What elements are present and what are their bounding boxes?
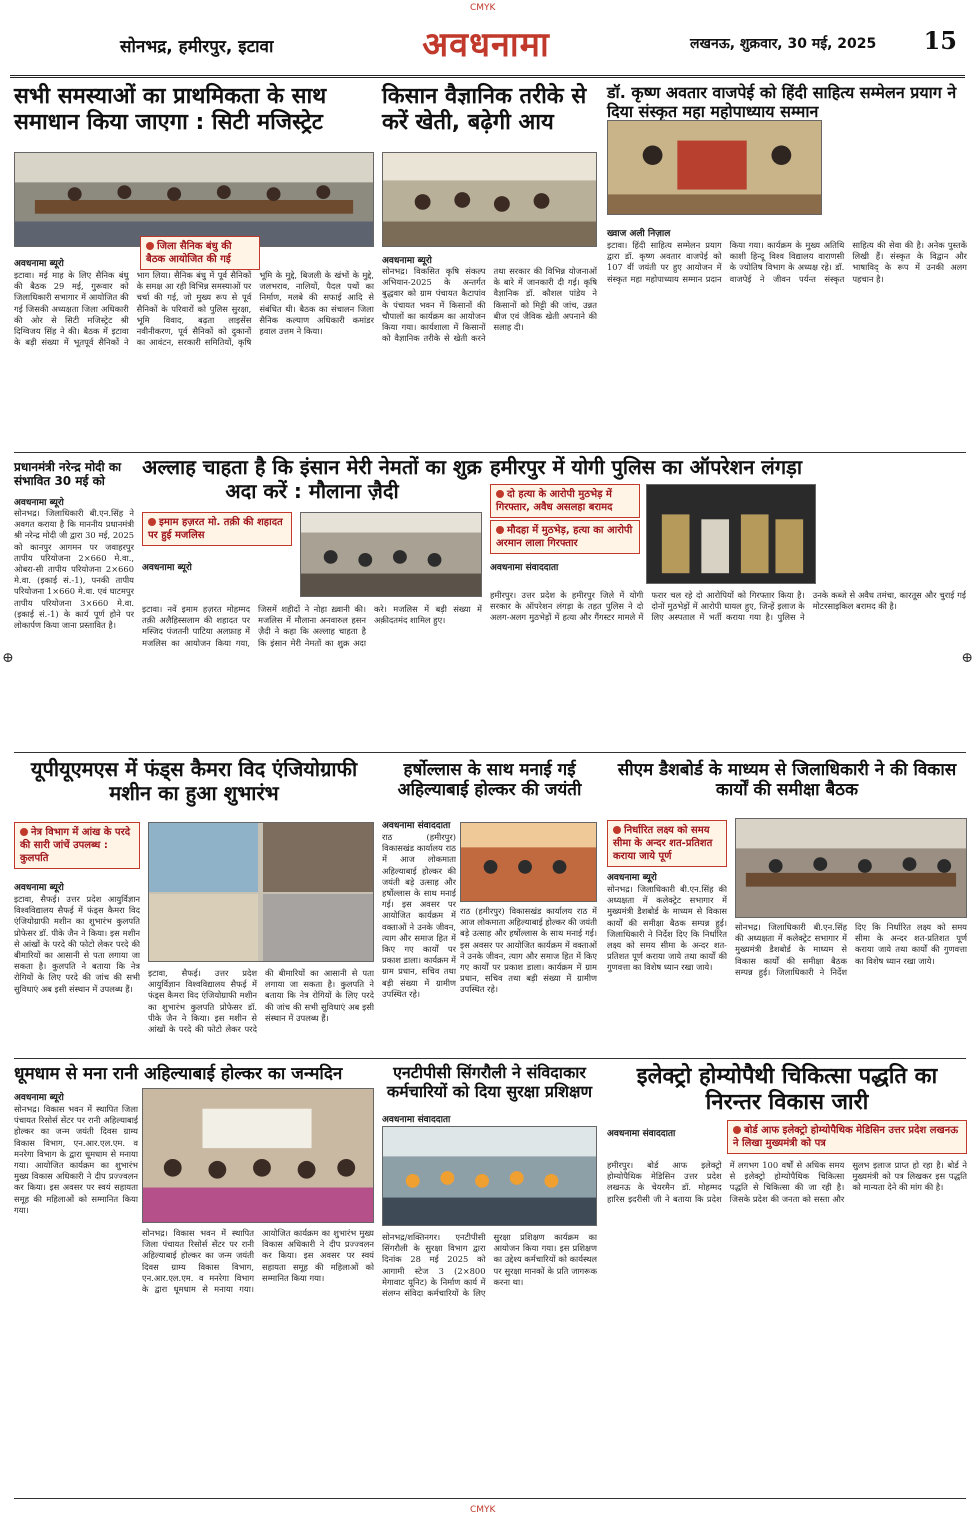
highlight-box: बोर्ड आफ इलेक्ट्रो होम्योपैथिक मेडिसिन उत्तर प्रदेश लखनऊ ने लिखा मुख्यमंत्री को पत्र (727, 1120, 967, 1154)
article-body: इटावा, सैफई। उत्तर प्रदेश आयुर्विज्ञान विश्वविद्यालय सैफई में फंड्स कैमरा विद एंजियोग्राफी मशीन का शुभारंभ कुलपति प्रोफेसर डॉ. पीके जैन ने किया। इस मशीन से आंखों के परदे की फोटो लेकर परदे की बीमारियों का आसानी से पता लगाया जा सकता है। कुलपति ने बताया कि नेत्र रोगियों के लिए परदे की जांच की सभी सुविधाएं अब इसी संस्थान में उपलब्ध हैं। (148, 968, 374, 1035)
page-number: 15 (923, 26, 957, 55)
bullet-icon (613, 826, 621, 834)
photo-award (607, 120, 822, 215)
byline: अवधनामा संवाददाता (607, 1129, 676, 1139)
article-body: इटावा, सैफई। उत्तर प्रदेश आयुर्विज्ञान विश्वविद्यालय सैफई में फंड्स कैमरा विद एंजियोग्राफी मशीन का शुभारंभ कुलपति प्रोफेसर डॉ. पीके जैन ने किया। इस मशीन से आंखों के परदे की फोटो लेकर परदे की बीमारियों का आसानी से पता लगाया जा सकता है। कुलपति ने बताया कि नेत्र रोगियों के लिए परदे की जांच की सभी सुविधाएं अब इसी संस्थान में उपलब्ध हैं। (14, 894, 140, 994)
article-body: सोनभद्र। विकास भवन में स्थापित जिला पंचायत रिसोर्स सेंटर पर रानी अहिल्याबाई होल्कर का जन्म जयंती दिवस ग्राम्य विकास विभाग, एन.आर.एल.एम. व मनरेगा विभाग के द्वारा धूमधाम से मनाया गया। आयोजित कार्यक्रम का शुभारंभ मुख्य विकास अधिकारी ने दीप प्रज्ज्वलन कर किया। इस अवसर पर स्वयं सहायता समूह की महिलाओं को सम्मानित किया गया। (142, 1228, 374, 1295)
byline: अवधनामा ब्यूरो (142, 563, 192, 573)
bullet-icon (20, 828, 28, 836)
photo-dm-meeting (735, 818, 967, 918)
headline-story-10: धूमधाम से मना रानी अहिल्याबाई होल्कर का जन्मदिन (14, 1064, 343, 1084)
edition-names: सोनभद्र, हमीरपुर, इटावा (120, 37, 274, 57)
column-rule (14, 1498, 966, 1499)
newspaper-logo: अवधनामा (422, 25, 550, 65)
column-rule (14, 452, 966, 453)
headline-story-5: अल्लाह चाहता है कि इंसान मेरी नेमतों का शुक्र अदा करें : मौलाना ज़ैदी (142, 455, 482, 503)
photo-arrest (646, 484, 816, 584)
article-body: सोनभद्र। जिलाधिकारी बी.एन.सिंह ने अवगत कराया है कि माननीय प्रधानमंत्री श्री नरेन्द्र मोदी जी द्वारा 30 मई, 2025 को कानपुर आगमन पर जवाहरपुर तापीय परियोजना 2×660 मे.वा., ओबरा-सी तापीय परियोजना 2×660 मे.वा. (इकाई सं.-1), पनकी तापीय परियोजना 1×660 मे.वा. एवं घाटमपुर तापीय परियोजना 3×660 मे.वा. (इकाई सं.-1) के कार्य पूर्ण होने पर लोकार्पण किया जाना प्रस्तावित है। (14, 508, 134, 631)
headline-story-11: एनटीपीसी सिंगरौली ने संविदाकार कर्मचारियों को दिया सुरक्षा प्रशिक्षण (386, 1063, 593, 1101)
dateline: लखनऊ, शुक्रवार, 30 मई, 2025 (690, 36, 877, 52)
article-body: राठ (हमीरपुर) विकासखंड कार्यालय राठ में आज लोकमाता अहिल्याबाई होल्कर की जयंती बड़े उत्साह और हर्षोल्लास के साथ मनाई गई। इस अवसर पर आयोजित कार्यक्रम में वक्ताओं ने उनके जीवन, त्याग और समाज हित में किए गए कार्यों पर प्रकाश डाला। कार्यक्रम में ग्राम प्रधान, सचिव तथा बड़ी संख्या में ग्रामीण उपस्थित रहे। (382, 832, 456, 999)
article-body: इटावा। हिंदी साहित्य सम्मेलन प्रयाग द्वारा डॉ. कृष्ण अवतार वाजपेई को 107 वीं जयंती पर हुए आयोजन में संस्कृत महा महोपाध्याय सम्मान प्रदान किया गया। कार्यक्रम के मुख्य अतिथि काशी हिन्दू विश्व विद्यालय वाराणसी के ज्योतिष विभाग के अध्यक्ष रहे। डॉ. वाजपेई ने जीवन पर्यन्त संस्कृत साहित्य की सेवा की है। अनेक पुस्तकें लिखी हैं। संस्कृत के विद्वान और भाषाविद् के रूप में उनकी अलग पहचान है। (607, 240, 967, 284)
headline-story-9: सीएम डैशबोर्ड के माध्यम से जिलाधिकारी ने की विकास कार्यों की समीक्षा बैठक (617, 760, 957, 801)
masthead (10, 12, 965, 78)
byline: अवधनामा संवाददाता (490, 563, 559, 573)
column-rule (14, 752, 966, 753)
byline: अवधनामा ब्यूरो (14, 498, 64, 508)
photo-jayanti (460, 822, 597, 902)
photo-meeting (14, 152, 374, 247)
column-rule (14, 1058, 966, 1059)
byline: अवधनामा ब्यूरो (14, 259, 64, 269)
bullet-icon (733, 1126, 741, 1134)
highlight-box: मौदहा में मुठभेड़, हत्या का आरोपी अरमान लाला गिरफ्तार (490, 520, 640, 554)
photo-majlis (300, 512, 482, 597)
byline: अवधनामा ब्यूरो (14, 1093, 64, 1103)
highlight-box: नेत्र विभाग में आंख के परदे की सारी जांचें उपलब्ध : कुलपति (14, 822, 140, 869)
color-bar-bottom: CMYK (470, 1505, 496, 1515)
article-body: सोनभद्र। विकसित कृषि संकल्प अभियान-2025 के अन्तर्गत बुद्धवार को ग्राम पंचायत कैटापांव के पंचायत भवन में किसानों की चौपालों का कार्यक्रम का आयोजन किया गया। कार्यशाला में किसानों को वैज्ञानिक तरीके से खेती करने तथा सरकार की विभिन्न योजनाओं के बारे में जानकारी दी गई। कृषि वैज्ञानिक डॉ. कौशल पांडेय ने किसानों को मिट्टी की जांच, उन्नत बीज एवं जैविक खेती अपनाने की सलाह दी। (382, 266, 597, 344)
registration-mark-icon: ⊕ (2, 650, 14, 666)
article-body: सोनभद्र/शक्तिनगर। एनटीपीसी सिंगरौली के सुरक्षा विभाग द्वारा दिनांक 28 मई 2025 को आगामी स्टेज 3 (2×800 मेगावाट यूनिट) के निर्माण कार्य में संलग्न संविदा कर्मचारियों के लिए सुरक्षा प्रशिक्षण कार्यक्रम का आयोजन किया गया। इस प्रशिक्षण का उद्देश्य कर्मचारियों को कार्यस्थल पर सुरक्षा मानकों के प्रति जागरूक करना था। (382, 1232, 597, 1299)
headline-story-12: इलेक्ट्रो होम्योपैथी चिकित्सा पद्धति का निरन्तर विकास जारी (636, 1064, 938, 1115)
registration-mark-icon: ⊕ (961, 650, 973, 666)
article-body: राठ (हमीरपुर) विकासखंड कार्यालय राठ में आज लोकमाता अहिल्याबाई होल्कर की जयंती बड़े उत्साह और हर्षोल्लास के साथ मनाई गई। इस अवसर पर आयोजित कार्यक्रम में वक्ताओं ने उनके जीवन, त्याग और समाज हित में किए गए कार्यों पर प्रकाश डाला। कार्यक्रम में ग्राम प्रधान, सचिव तथा बड़ी संख्या में ग्रामीण उपस्थित रहे। (460, 906, 597, 995)
color-bar-top: CMYK (470, 3, 496, 13)
photo-training (382, 1126, 597, 1226)
article-body: सोनभद्र। जिलाधिकारी बी.एन.सिंह की अध्यक्षता में कलेक्ट्रेट सभागार में मुख्यमंत्री डैशबोर्ड के माध्यम से विकास कार्यों की समीक्षा बैठक सम्पन्न हुई। जिलाधिकारी ने निर्देश दिए कि निर्धारित लक्ष्य को समय सीमा के अन्दर शत-प्रतिशत पूर्ण कराया जाये तथा कार्यों की गुणवत्ता का विशेष ध्यान रखा जाये। (735, 922, 967, 977)
headline-story-7: यूपीयूएमएस में फंड्स कैमरा विद एंजियोग्राफी मशीन का हुआ शुभारंभ (30, 757, 358, 805)
article-body: हमीरपुर। बोर्ड आफ इलेक्ट्रो होम्योपैथिक मेडिसिन उत्तर प्रदेश लखनऊ के चेयरमैन डॉ. मोहम्मद हारिस इदरीसी जी ने बताया कि प्रदेश में लगभग 100 वर्षों से अधिक समय से इलेक्ट्रो होम्योपैथिक चिकित्सा पद्धति से चिकित्सा की जा रही है। जिसके प्रदेश की जनता को सस्ता और सुलभ इलाज प्राप्त हो रहा है। बोर्ड ने मुख्यमंत्री को पत्र लिखकर इस पद्धति को मान्यता देने की मांग की है। (607, 1160, 967, 1204)
article-body: इटावा। नवें इमाम हज़रत मोहम्मद तक़ी अलैहिस्सलाम की शहादत पर मस्जिद पंजतनी पाटिया अलफ़ाह में मजलिस का आयोजन किया गया, जिसमें शहीदों ने नोहा ख़्वानी की। मजलिस में मौलाना अनवारुल हसन ज़ैदी ने कहा कि अल्लाह चाहता है कि इंसान मेरी नेमतों का शुक्र अदा करे। मजलिस में बड़ी संख्या में अक़ीदतमंद शामिल हुए। (142, 604, 482, 648)
headline-story-3: डॉ. कृष्ण अवतार वाजपेई को हिंदी साहित्य सम्मेलन प्रयाग ने दिया संस्कृत महा महोपाध्याय सम्मान (607, 83, 957, 121)
byline: अवधनामा ब्यूरो (14, 883, 64, 893)
highlight-box: जिला सैनिक बंधु की बैठक आयोजित की गई (140, 236, 260, 270)
byline: अवधनामा संवाददाता (382, 1115, 451, 1125)
highlight-box: निर्धारित लक्ष्य को समय सीमा के अन्दर शत-प्रतिशत कराया जाये पूर्ण (607, 820, 727, 867)
highlight-box: इमाम हज़रत मो. तक़ी की शहादत पर हुई मजलिस (142, 512, 292, 546)
byline: अवधनामा ब्यूरो (382, 256, 432, 266)
bullet-icon (146, 242, 154, 250)
photo-hospital (148, 822, 374, 962)
byline: अवधनामा संवाददाता (382, 821, 451, 831)
headline-story-1: सभी समस्याओं का प्राथमिकता के साथ समाधान किया जाएगा : सिटी मजिस्ट्रेट (14, 84, 327, 135)
headline-story-4: प्रधानमंत्री नरेन्द्र मोदी का संभावित 30 मई को (14, 460, 122, 489)
byline: अवधनामा ब्यूरो (607, 873, 657, 883)
article-body: हमीरपुर। उत्तर प्रदेश के हमीरपुर जिले में योगी सरकार के ऑपरेशन लंगड़ा के तहत पुलिस ने दो अलग-अलग मुठभेड़ों में हत्या और गैंगस्टर मामले में फरार चल रहे दो आरोपियों को गिरफ्तार किया है। दोनों मुठभेड़ों में आरोपी घायल हुए, जिन्हें इलाज के लिए अस्पताल में भर्ती कराया गया है। पुलिस ने उनके कब्जे से अवैध तमंचा, कारतूस और चुराई गई मोटरसाइकिल बरामद की है। (490, 590, 966, 623)
headline-story-2: किसान वैज्ञानिक तरीके से करें खेती, बढ़ेगी आय (382, 84, 587, 135)
bullet-icon (148, 518, 156, 526)
photo-farmers (382, 152, 597, 247)
photo-celebration (142, 1088, 374, 1223)
headline-story-6: हमीरपुर में योगी पुलिस का ऑपरेशन लंगड़ा (490, 455, 802, 479)
headline-story-8: हर्षोल्लास के साथ मनाई गई अहिल्याबाई होल्कर की जयंती (397, 760, 582, 801)
article-body: इटावा। मई माह के लिए सैनिक बंधु की बैठक 29 मई, गुरूवार को जिलाधिकारी सभागार में आयोजित की गई जिसकी अध्यक्षता जिला अधिकारी की ओर से सिटी मजिस्ट्रेट श्री दिग्विजय सिंह ने की। बैठक में इटावा के बड़ी संख्या में भूतपूर्व सैनिकों ने भाग लिया। सैनिक बंधु में पूर्व सैनिकों के समक्ष आ रही विभिन्न समस्याओं पर चर्चा की गई, जो मुख्य रूप से पूर्व सैनिकों के परिवारों को पुलिस सुरक्षा, भूमि विवाद, बढ़ता लाइसेंस नवीनीकरण, पूर्व सैनिकों को दुकानों का आवंटन, सरकारी समितियों, कृषि भूमि के मुद्दे, बिजली के खंभों के मुद्दे, जलभराव, नालियों, पैदल पथों का निर्माण, मलबे की सफाई आदि से संबंधित थी। बैठक का संचालन जिला सैनिक कल्याण अधिकारी कमांडर हवाल उत्तम ने किया। (14, 270, 374, 348)
byline: ख्वाज अली निज़ाल (607, 229, 671, 239)
article-body: सोनभद्र। विकास भवन में स्थापित जिला पंचायत रिसोर्स सेंटर पर रानी अहिल्याबाई होल्कर का जन्म जयंती दिवस ग्राम्य विकास विभाग, एन.आर.एल.एम. व मनरेगा विभाग के द्वारा धूमधाम से मनाया गया। आयोजित कार्यक्रम का शुभारंभ मुख्य विकास अधिकारी ने दीप प्रज्ज्वलन कर किया। इस अवसर पर स्वयं सहायता समूह की महिलाओं को सम्मानित किया गया। (14, 1104, 138, 1215)
article-body: सोनभद्र। जिलाधिकारी बी.एन.सिंह की अध्यक्षता में कलेक्ट्रेट सभागार में मुख्यमंत्री डैशबोर्ड के माध्यम से विकास कार्यों की समीक्षा बैठक सम्पन्न हुई। जिलाधिकारी ने निर्देश दिए कि निर्धारित लक्ष्य को समय सीमा के अन्दर शत-प्रतिशत पूर्ण कराया जाये तथा कार्यों की गुणवत्ता का विशेष ध्यान रखा जाये। (607, 884, 727, 973)
bullet-icon (496, 490, 504, 498)
bullet-icon (496, 526, 504, 534)
highlight-box: दो हत्या के आरोपी मुठभेड़ में गिरफ्तार, अवैध असलहा बरामद (490, 484, 640, 518)
